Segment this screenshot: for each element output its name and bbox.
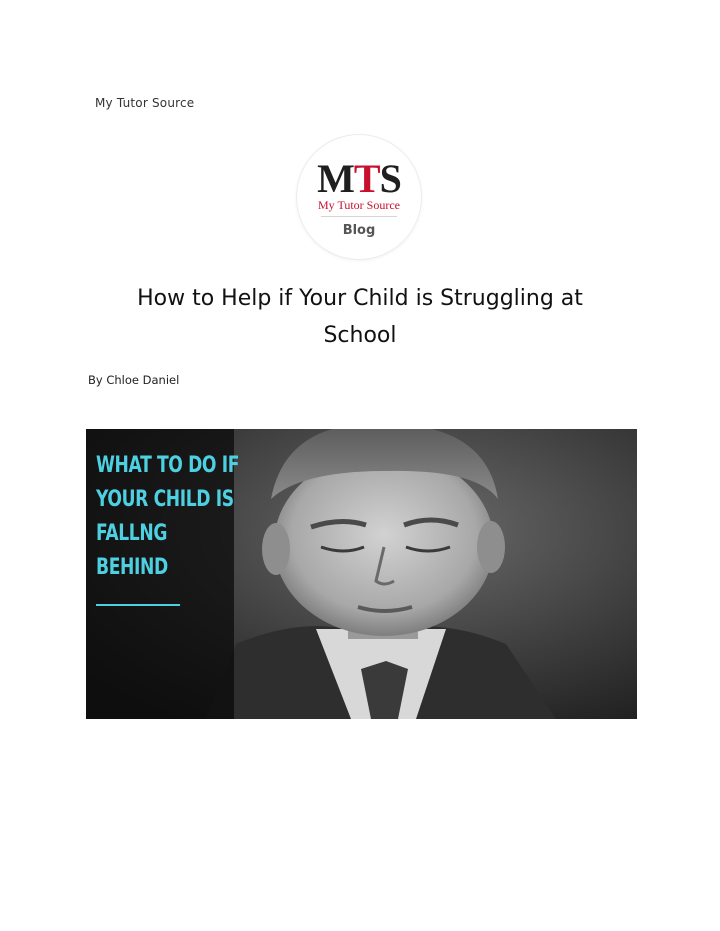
hero-image bbox=[86, 429, 637, 719]
blog-logo[interactable] bbox=[297, 135, 421, 259]
hero-headline-line: YOUR CHILD IS bbox=[96, 487, 234, 512]
logo-blog-label: Blog bbox=[342, 223, 376, 238]
hero-headline bbox=[96, 449, 240, 585]
hero-headline-line: FALLNG bbox=[96, 521, 168, 546]
logo-monogram: MTS bbox=[317, 156, 401, 201]
hero-underline bbox=[96, 604, 180, 606]
hero-headline-line: WHAT TO DO IF bbox=[96, 453, 240, 478]
article-author: By Chloe Daniel bbox=[88, 373, 180, 387]
logo-tagline: My Tutor Source bbox=[317, 198, 400, 212]
hero-headline-line: BEHIND bbox=[96, 555, 168, 580]
article-title: How to Help if Your Child is Struggling at School bbox=[137, 286, 583, 348]
site-name[interactable]: My Tutor Source bbox=[95, 96, 195, 110]
logo-divider bbox=[321, 216, 397, 217]
